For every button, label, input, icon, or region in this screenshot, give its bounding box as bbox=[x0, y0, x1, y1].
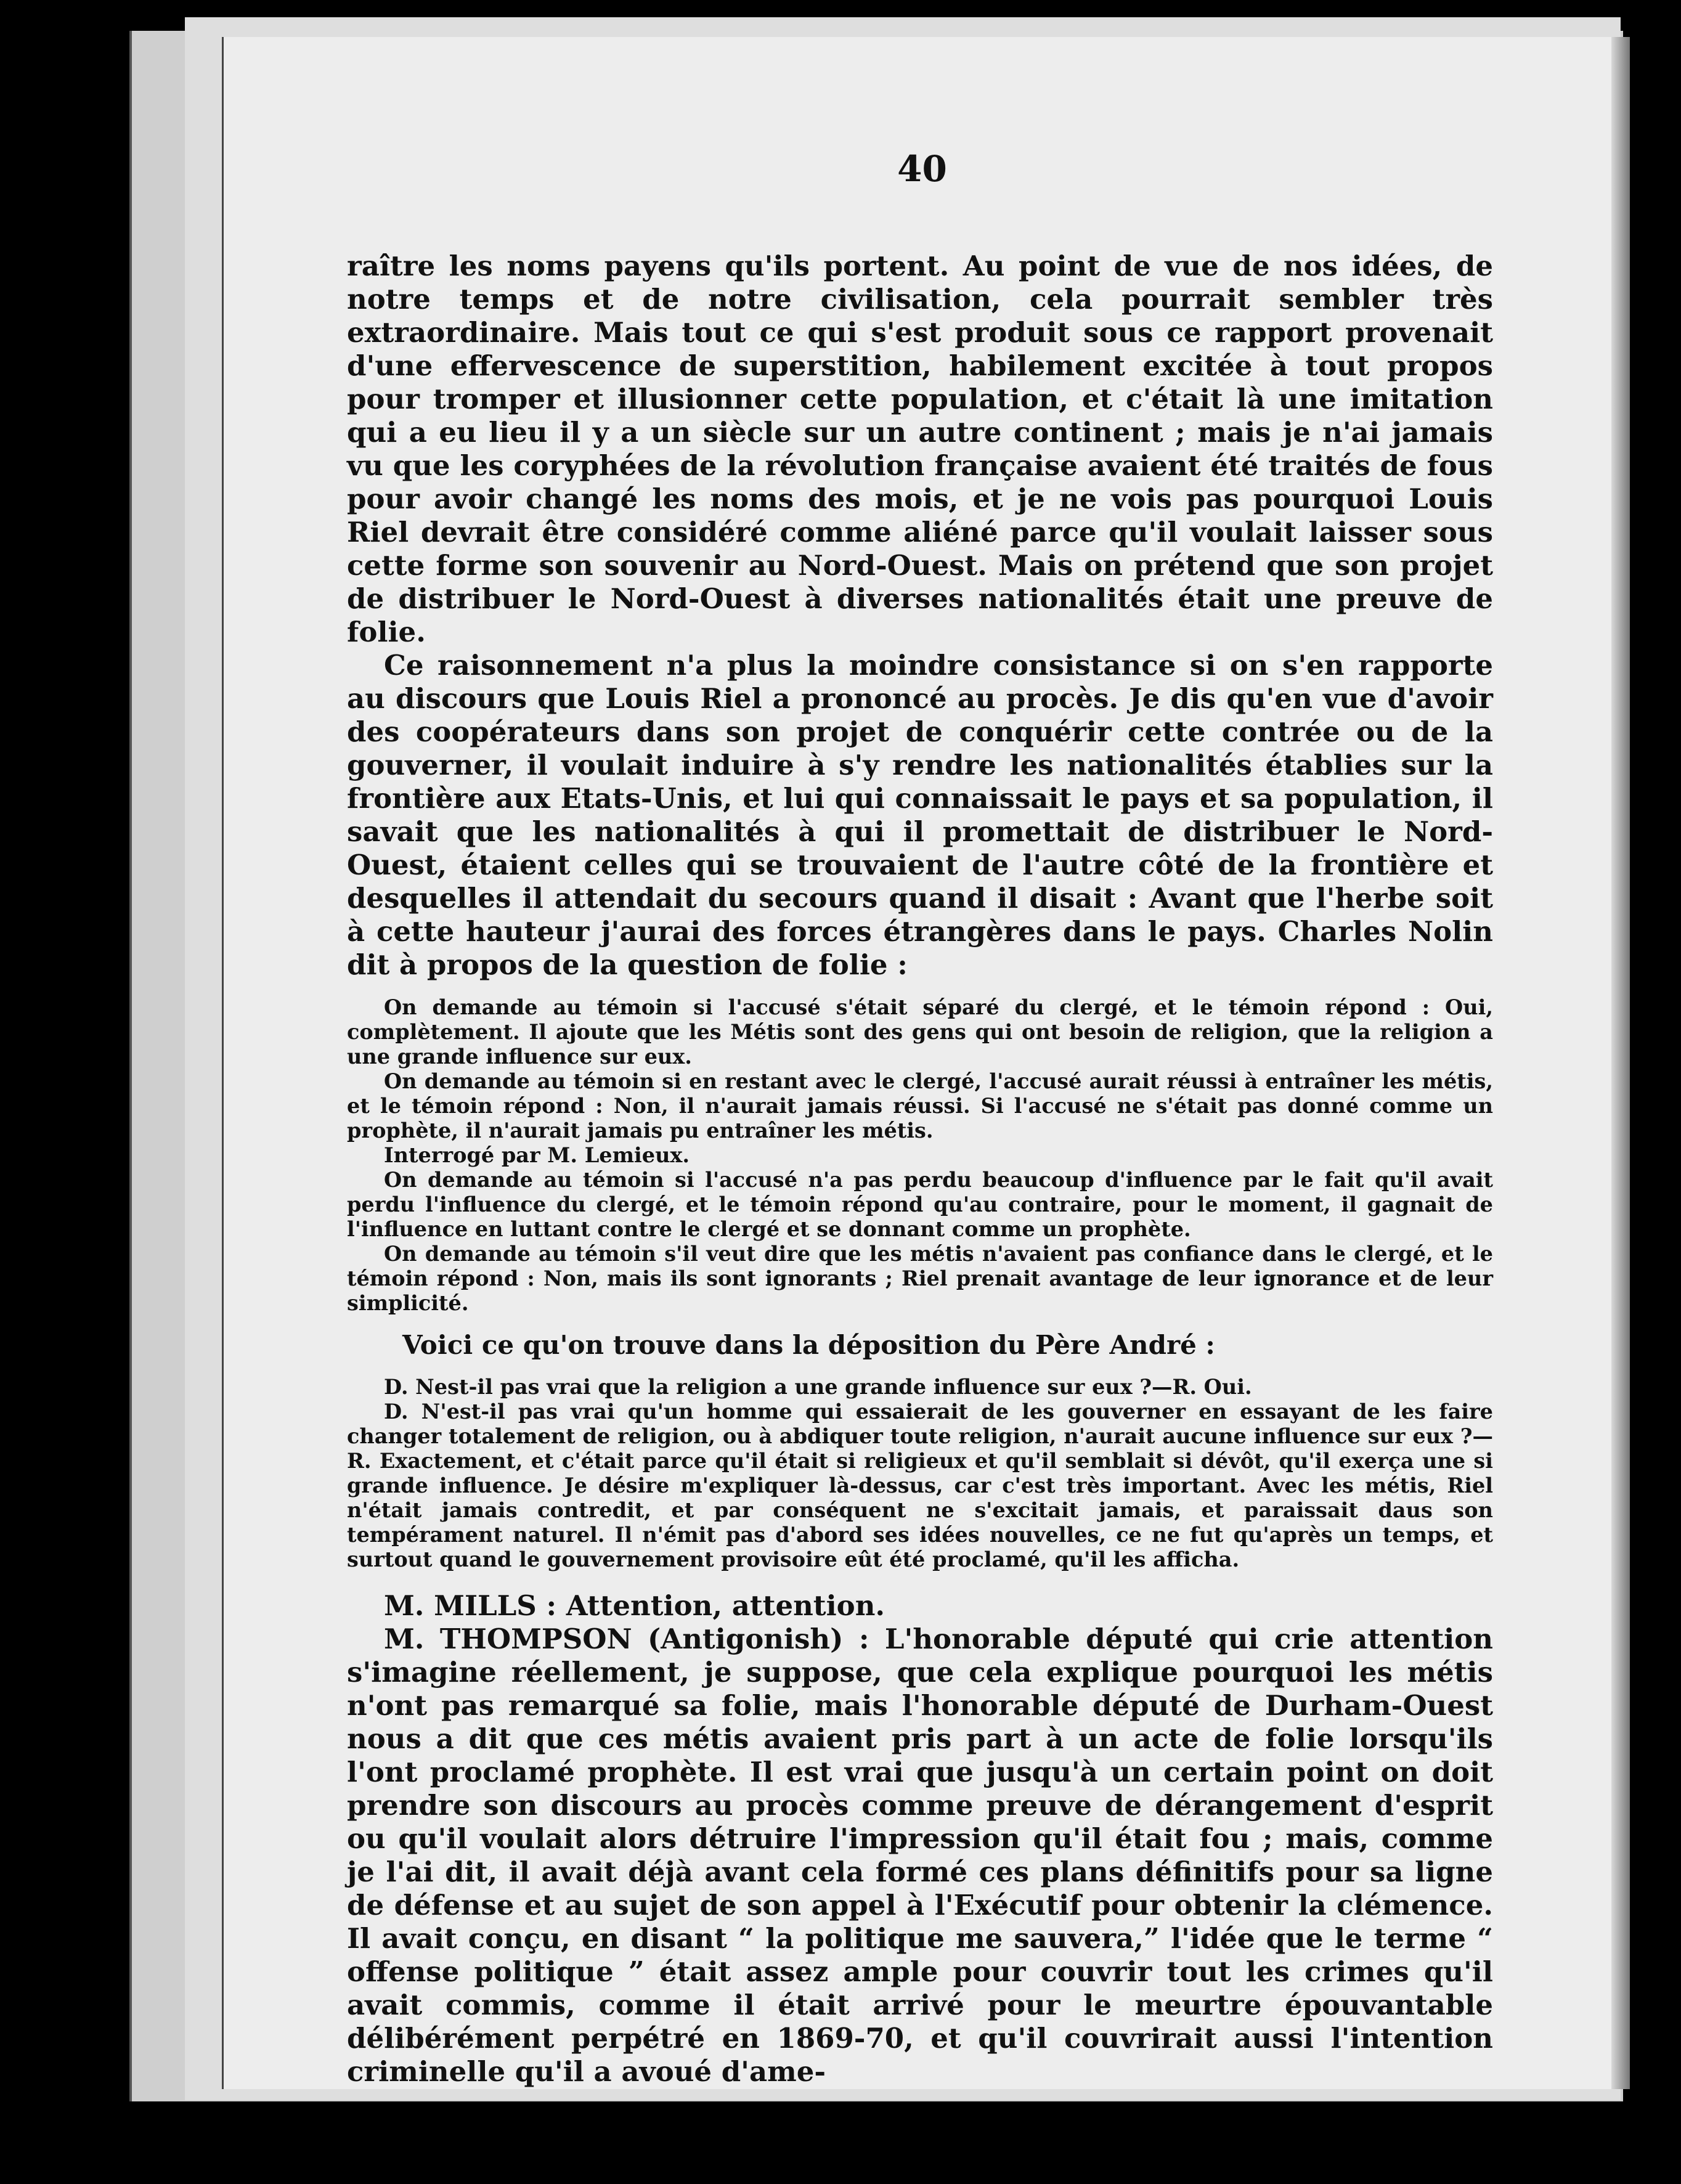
page-number: 40 bbox=[897, 148, 947, 190]
quote-nolin bbox=[347, 995, 1493, 1316]
page-edge-shadow bbox=[1611, 37, 1630, 2089]
paragraph-1: raître les noms payens qu'ils portent. Au point de vue de nos idées, de notre temps et de notre civilisation, cela pourrait sembler très extraordinaire. Mais tout ce qui s'est produit sous ce rapport provenait d'une effervescence de superstition, habilement excitée à tout propos pour tromper et illusionner cette population, et c'était là une imitation qui a eu lieu il y a un siècle sur un autre continent ; mais je n'ai jamais vu que les coryphées de la révolution française avaient été traités de fous pour avoir changé les noms des mois, et je ne vois pas pourquoi Louis Riel devrait être considéré comme aliéné parce qu'il voulait laisser sous cette forme son souvenir au Nord-Ouest. Mais on prétend que son projet de distribuer le Nord-Ouest à diverses nationalités était une preuve de folie. bbox=[347, 250, 1493, 648]
speaker-mills: M. MILLS : Attention, attention. bbox=[384, 1589, 885, 1622]
quote-nolin-line-1: On demande au témoin si l'accusé s'était séparé du clergé, et le témoin répond : Oui, complètement. Il ajoute que les Métis sont des gens qui ont besoin de religion, que la religion a une grande influence sur eux. bbox=[347, 995, 1493, 1069]
quote-nolin-line-4: On demande au témoin si l'accusé n'a pas perdu beaucoup d'influence par le fait qu'il avait perdu l'influence du clergé, et le témoin répond qu'au contraire, pour le moment, il gagnait de l'influence en luttant contre le clergé et se donnant comme un prophète. bbox=[347, 1168, 1493, 1241]
paragraph-2: Ce raisonnement n'a plus la moindre consistance si on s'en rapporte au discours que Louis Riel a prononcé au procès. Je dis qu'en vue d'avoir des coopérateurs dans son projet de conquérir cette contrée ou de la gouverner, il voulait induire à s'y rendre les nationalités établies sur la frontière aux Etats-Unis, et lui qui connaissait le pays et sa population, il savait que les nationalités à qui il promettait de distribuer le Nord-Ouest, étaient celles qui se trouvaient de l'autre côté de la frontière et desquelles il attendait du secours quand il disait : Avant que l'herbe soit à cette hauteur j'aurai des forces étrangères dans le pays. Charles Nolin dit à propos de la question de folie : bbox=[347, 649, 1493, 981]
quote-nolin-line-5: On demande au témoin s'il veut dire que les métis n'avaient pas confiance dans le clergé, et le témoin répond : Non, mais ils sont ignorants ; Riel prenait avantage de leur ignorance et de leur simplicité. bbox=[347, 1242, 1493, 1315]
speaker-thompson: M. THOMPSON (Antigonish) : L'honorable député qui crie attention s'imagine réellement, je suppose, que cela explique pourquoi les métis n'ont pas remarqué sa folie, mais l'honorable député de Durham-Ouest nous a dit que ces métis avaient pris part à un acte de folie lorsqu'ils l'ont proclamé prophète. Il est vrai que jusqu'à un certain point on doit prendre son discours au procès comme preuve de dérangement d'esprit ou qu'il voulait alors détruire l'impression qu'il était fou ; mais, comme je l'ai dit, il avait déjà avant cela formé ces plans définitifs pour sa ligne de défense et au sujet de son appel à l'Exécutif pour obtenir la clémence. Il avait conçu, en disant “ la politique me sauvera,” l'idée que le terme “ offense politique ” était assez ample pour couvrir tout les crimes qu'il avait commis, comme il était arrivé pour le meurtre épouvantable délibérément perpétré en 1869-70, et qu'il couvrirait aussi l'intention criminelle qu'il a avoué d'ame- bbox=[347, 1623, 1493, 2088]
page-body bbox=[347, 250, 1493, 2088]
quote-nolin-line-3: Interrogé par M. Lemieux. bbox=[384, 1143, 690, 1167]
quote-andre-line-1: D. Nest-il pas vrai que la religion a une grande influence sur eux ?—R. Oui. bbox=[384, 1375, 1252, 1399]
document-page bbox=[222, 37, 1621, 2089]
quote-andre-line-2: D. N'est-il pas vrai qu'un homme qui essaierait de les gouverner en essayant de les faire changer totalement de religion, ou à abdiquer toute religion, n'aurait aucune influence sur eux ?—R. Exactement, et c'était parce qu'il était si religieux et qu'il semblait si dévôt, qu'il exerça une si grande influence. Je désire m'expliquer là-dessus, car c'est très important. Avec les métis, Riel n'était jamais contredit, et par conséquent ne s'excitait jamais, et paraissait daus son tempérament naturel. Il n'émit pas d'abord ses idées nouvelles, ce ne fut qu'après un temps, et surtout quand le gouvernement provisoire eût été proclamé, qu'il les afficha. bbox=[347, 1400, 1493, 1571]
quote-nolin-line-2: On demande au témoin si en restant avec le clergé, l'accusé aurait réussi à entraîner les métis, et le témoin répond : Non, il n'aurait jamais réussi. Si l'accusé ne s'était pas donné comme un prophète, il n'aurait jamais pu entraîner les métis. bbox=[347, 1069, 1493, 1143]
andre-intro: Voici ce qu'on trouve dans la déposition du Père André : bbox=[402, 1330, 1215, 1360]
quote-andre bbox=[347, 1375, 1493, 1572]
